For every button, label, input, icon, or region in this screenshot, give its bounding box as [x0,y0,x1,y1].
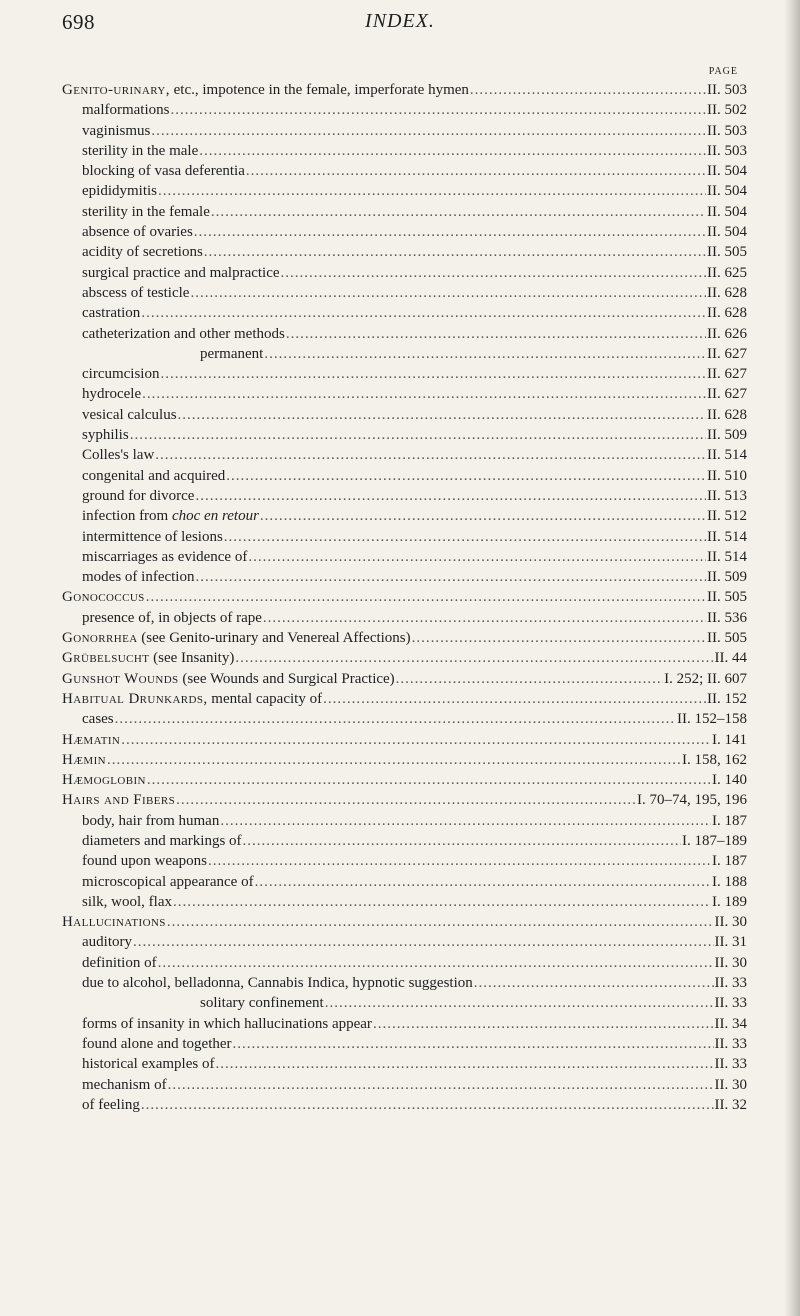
entry-page-reference: II. 628 [707,284,747,301]
entry-text: mechanism of [82,1076,167,1093]
index-entry [62,324,747,344]
entry-text: found upon weapons [82,853,207,870]
entry-text: forms of insanity in which hallucinations appear [82,1015,372,1032]
entry-text: vesical calculus [82,406,177,423]
index-entry [62,222,747,242]
dot-leader [173,892,711,912]
entry-term [62,730,120,750]
entry-page-reference: II. 504 [707,183,747,200]
entry-term [82,547,247,567]
entry-term [82,405,177,425]
entry-page-reference: II. 514 [707,528,747,545]
entry-term [82,1054,214,1074]
entry-text: body, hair from human [82,812,220,829]
entry-term [82,953,157,973]
entry-page-reference: II. 503 [707,122,747,139]
entry-page-reference: II. 502 [707,102,747,119]
entry-text: cases [82,711,114,728]
entry-text: solitary confinement [200,995,324,1012]
entry-heading: Hæmatin [62,731,121,748]
entry-term [62,689,322,709]
index-entry [62,608,747,628]
entry-page-reference: I. 70–74, 195, 196 [637,792,747,809]
dot-leader [168,1075,714,1095]
dot-leader [146,587,706,607]
entry-page-reference: II. 512 [707,508,747,525]
entry-term [82,283,189,303]
entry-term [82,1075,167,1095]
dot-leader [190,283,706,303]
entry-page-reference: I. 188 [712,873,747,890]
index-entry [62,831,747,851]
running-title: INDEX. [365,10,435,32]
index-entry [62,466,747,486]
entry-text: absence of ovaries [82,224,193,241]
index-entry [62,587,747,607]
entry-term [82,851,207,871]
dot-leader [107,750,681,770]
index-entry [62,648,747,668]
entry-text: syphilis [82,427,129,444]
index-entry [62,993,747,1013]
entry-page-reference: II. 510 [707,467,747,484]
entry-page-reference: II. 509 [707,569,747,586]
index-entry [62,202,747,222]
index-entry [62,1034,747,1054]
entry-term [82,709,114,729]
entry-term [62,790,175,810]
entry-text: malformations [82,102,170,119]
entry-term [82,1034,232,1054]
entry-page-reference: II. 625 [707,264,747,281]
entry-page-reference: II. 152–158 [677,711,747,728]
dot-leader [147,770,711,790]
index-entry [62,750,747,770]
dot-leader [226,466,706,486]
entry-page-reference: II. 30 [714,914,747,931]
entry-text: due to alcohol, belladonna, Cannabis Indica, hypnotic suggestion [82,975,473,992]
dot-leader [151,121,706,141]
entry-page-reference: II. 34 [714,1015,747,1032]
entry-term [82,608,262,628]
entry-term [82,932,132,952]
entry-term [82,567,194,587]
index-entry [62,1054,747,1074]
index-entry [62,263,747,283]
entry-text: intermittence of lesions [82,528,223,545]
entry-page-reference: II. 626 [707,325,747,342]
index-entry [62,567,747,587]
entry-heading: Hæmoglobin [62,772,146,789]
entry-term [82,811,219,831]
page-header [0,0,800,40]
dot-leader [215,1054,713,1074]
entry-term [82,121,150,141]
index-entry [62,141,747,161]
entry-page-reference: II. 33 [714,1056,747,1073]
entry-page-reference: I. 189 [712,893,747,910]
entry-term [62,750,106,770]
entry-heading: Gunshot Wounds [62,670,179,687]
entry-text: epididymitis [82,183,157,200]
entry-text: of feeling [82,1096,140,1113]
entry-text: Colles's law [82,447,155,464]
entry-text: diameters and markings of [82,832,242,849]
entry-text: historical examples of [82,1056,215,1073]
dot-leader [323,689,706,709]
index-entry [62,242,747,262]
entry-term [82,466,225,486]
entry-text: castration [82,305,141,322]
entry-term [82,527,223,547]
index-entry [62,303,747,323]
entry-term [82,202,210,222]
entry-term [82,384,141,404]
entry-term [82,303,140,323]
dot-leader [286,324,706,344]
index-entry [62,121,747,141]
dot-leader [199,141,706,161]
entry-term [62,648,234,668]
index-entry [62,973,747,993]
index-entry [62,100,747,120]
index-entry [62,872,747,892]
index-entries [62,80,747,1115]
dot-leader [260,506,706,526]
index-entry [62,932,747,952]
entry-page-reference: II. 505 [707,630,747,647]
dot-leader [155,445,706,465]
dot-leader [396,669,663,689]
entry-term [82,161,245,181]
dot-leader [130,425,706,445]
dot-leader [255,872,711,892]
index-entry [62,547,747,567]
entry-term [82,445,154,465]
entry-page-reference: II. 509 [707,427,747,444]
entry-page-reference: II. 536 [707,609,747,626]
entry-page-reference: II. 505 [707,589,747,606]
entry-heading: Hairs and Fibers [62,792,176,809]
index-entry [62,892,747,912]
index-entry [62,405,747,425]
entry-page-reference: I. 252; II. 607 [664,670,747,687]
entry-page-reference: I. 187 [712,812,747,829]
entry-page-reference: II. 514 [707,447,747,464]
entry-page-reference: II. 504 [707,163,747,180]
entry-text: auditory [82,934,132,951]
dot-leader [195,567,706,587]
dot-leader [141,1095,714,1115]
entry-page-reference: II. 513 [707,487,747,504]
entry-text: acidity of secretions [82,244,203,261]
entry-term [62,770,146,790]
index-entry [62,506,747,526]
entry-term [82,324,285,344]
entry-page-reference: II. 628 [707,406,747,423]
entry-term [82,100,169,120]
entry-page-reference: II. 504 [707,224,747,241]
entry-text: (see Wounds and Surgical Practice) [178,670,395,687]
entry-text: hydrocele [82,386,142,403]
dot-leader [233,1034,714,1054]
dot-leader [141,303,706,323]
entry-heading: Grübelsucht [62,650,150,667]
entry-text: definition of [82,954,157,971]
dot-leader [264,344,706,364]
dot-leader [474,973,714,993]
entry-text: circumcision [82,366,160,383]
index-entry [62,689,747,709]
dot-leader [170,100,706,120]
entry-page-reference: II. 503 [707,82,747,98]
dot-leader [133,932,714,952]
entry-page-reference: I. 187–189 [682,832,747,849]
index-entry [62,953,747,973]
entry-heading: Hæmin [62,751,107,768]
index-entry [62,1095,747,1115]
index-entry [62,445,747,465]
entry-text: vaginismus [82,122,151,139]
index-entry [62,527,747,547]
entry-heading: Gonococcus [62,589,145,606]
entry-page-reference: II. 31 [714,934,747,951]
entry-text: etc., impotence in the female, imperforate hymen [169,82,469,98]
dot-leader [248,547,706,567]
index-entry [62,730,747,750]
dot-leader [178,405,706,425]
dot-leader [158,181,706,201]
index-entry [62,1075,747,1095]
entry-heading: Hallucinations [62,914,166,931]
entry-page-reference: I. 141 [712,731,747,748]
entry-term [82,872,254,892]
index-entry [62,344,747,364]
index-entry [62,912,747,932]
entry-page-reference: II. 503 [707,142,747,159]
entry-text: silk, wool, flax [82,893,172,910]
entry-text: mental capacity of [207,690,323,707]
dot-leader [325,993,714,1013]
entry-page-reference: II. 514 [707,548,747,565]
entry-term [82,425,129,445]
entry-text: infection from [82,508,172,525]
entry-text: presence of, in objects of rape [82,609,262,626]
dot-leader [142,384,706,404]
entry-term [200,344,263,364]
index-entry [62,161,747,181]
entry-text: surgical practice and malpractice [82,264,280,281]
entry-term [82,831,242,851]
entry-term [82,506,259,526]
entry-page-reference: II. 152 [707,690,747,707]
dot-leader [160,364,706,384]
entry-page-reference: II. 627 [707,366,747,383]
entry-page-reference: II. 504 [707,203,747,220]
entry-page-reference: I. 187 [712,853,747,870]
dot-leader [115,709,676,729]
entry-page-reference: II. 33 [714,995,747,1012]
entry-heading: Habitual Drunkards, [62,690,208,707]
entry-text: congenital and acquired [82,467,226,484]
entry-page-reference: II. 505 [707,244,747,261]
entry-text: (see Insanity) [149,650,235,667]
entry-text: blocking of vasa deferentia [82,163,245,180]
entry-term [62,669,395,689]
entry-page-reference: I. 140 [712,772,747,789]
entry-page-reference: II. 30 [714,1076,747,1093]
page-edge-shadow [784,0,800,1316]
dot-leader [208,851,711,871]
index-entry [62,790,747,810]
entry-text: (see Genito-urinary and Venereal Affections) [137,630,411,647]
entry-heading: Gonorrhea [62,630,138,647]
entry-term [62,912,166,932]
entry-italic-text: choc en retour [171,508,259,525]
entry-term [62,587,145,607]
entry-text: microscopical appearance of [82,873,254,890]
entry-term [82,1095,140,1115]
entry-term [82,1014,372,1034]
dot-leader [373,1014,714,1034]
entry-page-reference: I. 158, 162 [682,751,747,768]
entry-page-reference: II. 627 [707,345,747,362]
entry-text: catheterization and other methods [82,325,285,342]
entry-text: permanent [200,345,264,362]
dot-leader [281,263,706,283]
dot-leader [235,648,713,668]
index-entry [62,181,747,201]
entry-text: found alone and together [82,1035,232,1052]
index-entry [62,364,747,384]
index-entry [62,851,747,871]
index-entry [62,80,747,100]
dot-leader [243,831,681,851]
entry-text: modes of infection [82,569,195,586]
entry-page-reference: II. 32 [714,1096,747,1113]
entry-term [82,364,159,384]
dot-leader [470,80,706,100]
dot-leader [412,628,706,648]
dot-leader [224,527,706,547]
entry-term [82,263,280,283]
entry-term [82,242,203,262]
dot-leader [195,486,706,506]
dot-leader [246,161,706,181]
entry-term [62,80,469,100]
entry-text: sterility in the male [82,142,199,159]
dot-leader [220,811,711,831]
entry-page-reference: II. 33 [714,1035,747,1052]
dot-leader [121,730,711,750]
entry-term [82,486,194,506]
index-entry [62,811,747,831]
entry-text: miscarriages as evidence of [82,548,248,565]
entry-term [82,973,473,993]
index-entry [62,669,747,689]
entry-page-reference: II. 33 [714,975,747,992]
index-entry [62,384,747,404]
entry-page-reference: II. 627 [707,386,747,403]
entry-page-reference: II. 44 [714,650,747,667]
dot-leader [263,608,706,628]
entry-term [62,628,411,648]
index-entry [62,425,747,445]
index-entry [62,709,747,729]
entry-text: sterility in the female [82,203,210,220]
dot-leader [194,222,706,242]
entry-text: abscess of testicle [82,284,190,301]
index-entry [62,628,747,648]
entry-page-reference: II. 628 [707,305,747,322]
index-entry [62,486,747,506]
entry-term [82,892,172,912]
entry-text: ground for divorce [82,487,195,504]
page-number: 698 [62,10,95,34]
dot-leader [204,242,706,262]
entry-term [200,993,324,1013]
entry-term [82,181,157,201]
entry-page-reference: II. 30 [714,954,747,971]
dot-leader [211,202,706,222]
page-column-label: PAGE [708,66,738,77]
entry-heading: Genito-urinary, [62,82,170,98]
entry-term [82,222,193,242]
entry-term [82,141,198,161]
index-entry [62,770,747,790]
index-entry [62,283,747,303]
dot-leader [176,790,636,810]
dot-leader [167,912,714,932]
dot-leader [158,953,714,973]
index-entry [62,1014,747,1034]
